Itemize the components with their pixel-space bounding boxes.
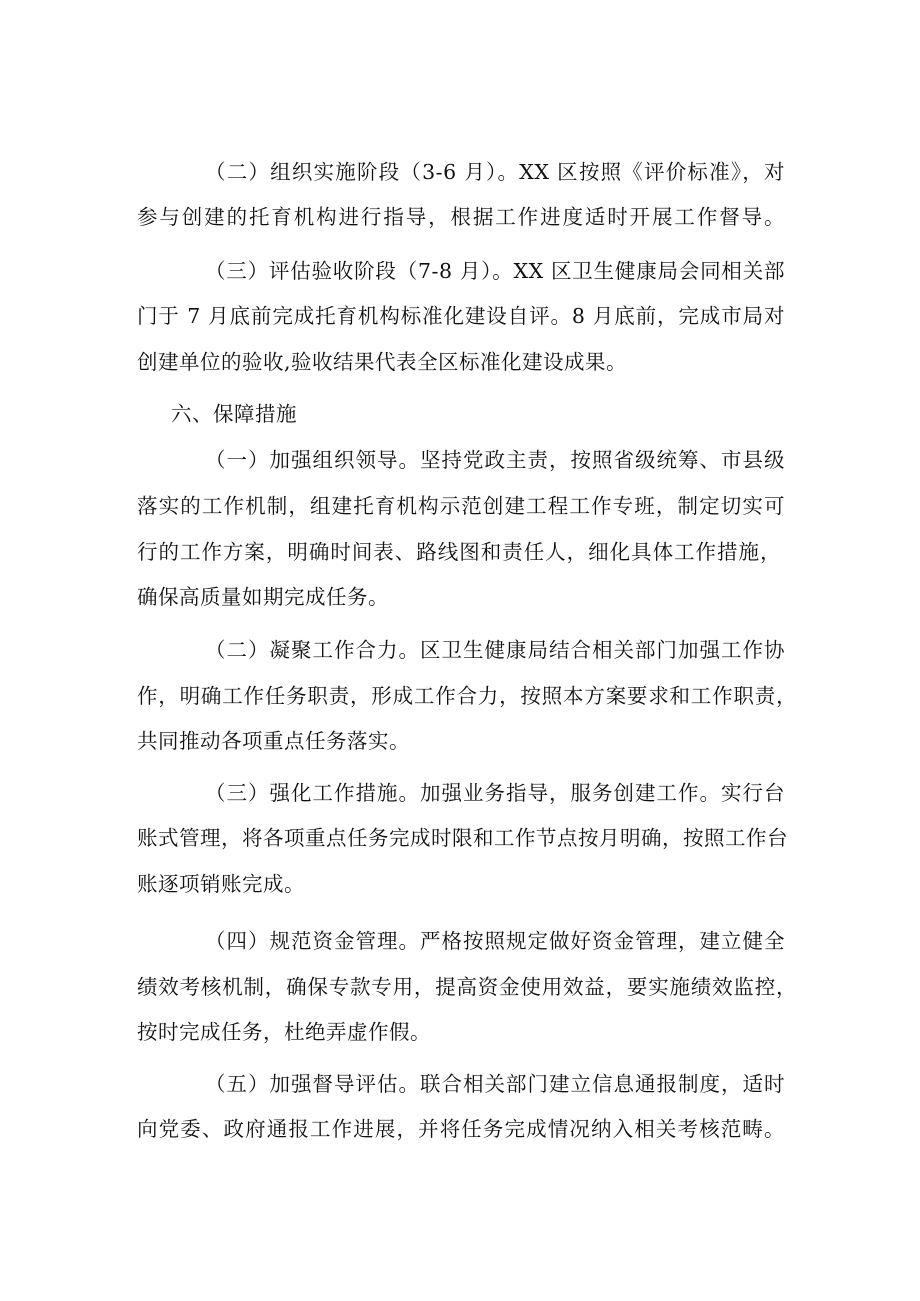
paragraph-phase-3-acceptance-line-2: 门于 7 月底前完成托育机构标准化建设自评。8 月底前，完成市局对 bbox=[137, 304, 785, 328]
paragraph-measure-5-supervision-line-2: 向党委、政府通报工作进展，并将任务完成情况纳入相关考核范畴。 bbox=[137, 1117, 785, 1141]
paragraph-measure-3-measures-line-1: （三）强化工作措施。加强业务指导，服务创建工作。实行台 bbox=[205, 781, 785, 805]
section-heading-safeguards: 六、保障措施 bbox=[171, 402, 297, 426]
paragraph-measure-2-synergy-line-1: （二）凝聚工作合力。区卫生健康局结合相关部门加强工作协 bbox=[205, 638, 785, 662]
paragraph-measure-4-funds-line-2: 绩效考核机制，确保专款专用，提高资金使用效益，要实施绩效监控， bbox=[137, 975, 797, 999]
paragraph-phase-2-implementation-line-2: 参与创建的托育机构进行指导，根据工作进度适时开展工作督导。 bbox=[137, 205, 785, 229]
paragraph-phase-3-acceptance-line-1: （三）评估验收阶段（7-8 月）。XX 区卫生健康局会同相关部 bbox=[205, 259, 785, 283]
paragraph-phase-2-implementation-line-1: （二）组织实施阶段（3-6 月）。XX 区按照《评价标准》，对 bbox=[205, 160, 785, 184]
paragraph-measure-1-leadership-line-1: （一）加强组织领导。坚持党政主责，按照省级统筹、市县级 bbox=[205, 448, 785, 472]
paragraph-measure-2-synergy-line-3: 共同推动各项重点任务落实。 bbox=[137, 729, 410, 753]
paragraph-measure-4-funds-line-3: 按时完成任务，杜绝弄虚作假。 bbox=[137, 1020, 431, 1044]
paragraph-measure-3-measures-line-3: 账逐项销账完成。 bbox=[137, 872, 305, 896]
paragraph-measure-4-funds-line-1: （四）规范资金管理。严格按照规定做好资金管理，建立健全 bbox=[205, 929, 785, 953]
paragraph-measure-1-leadership-line-2: 落实的工作机制，组建托育机构示范创建工程工作专班，制定切实可 bbox=[137, 494, 785, 518]
paragraph-measure-1-leadership-line-3: 行的工作方案，明确时间表、路线图和责任人，细化具体工作措施， bbox=[137, 540, 781, 564]
paragraph-phase-3-acceptance-line-3: 创建单位的验收,验收结果代表全区标准化建设成果。 bbox=[137, 350, 628, 374]
paragraph-measure-2-synergy-line-2: 作，明确工作任务职责，形成工作合力，按照本方案要求和工作职责， bbox=[137, 684, 797, 708]
paragraph-measure-5-supervision-line-1: （五）加强督导评估。联合相关部门建立信息通报制度，适时 bbox=[205, 1072, 785, 1096]
paragraph-measure-1-leadership-line-4: 确保高质量如期完成任务。 bbox=[137, 585, 389, 609]
paragraph-measure-3-measures-line-2: 账式管理，将各项重点任务完成时限和工作节点按月明确，按照工作台 bbox=[137, 826, 788, 850]
